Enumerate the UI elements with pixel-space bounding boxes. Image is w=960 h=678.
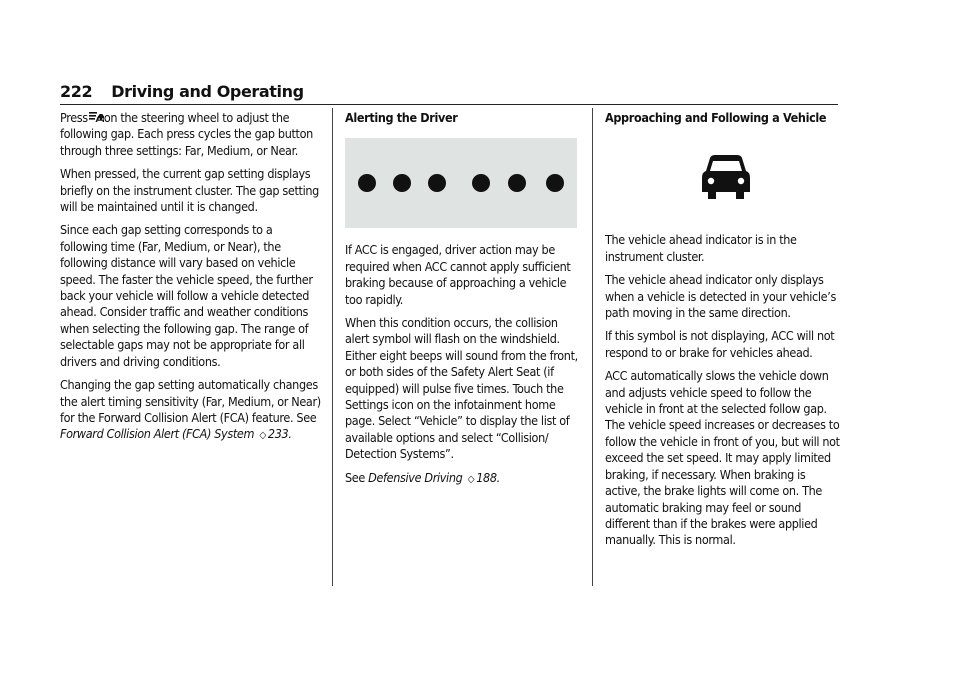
column-middle — [345, 110, 581, 495]
paragraph: The vehicle ahead indicator only displays when a vehicle is detected in your vehicle’s path moving in the same direction. — [605, 272, 836, 321]
paragraph: When this condition occurs, the collision alert symbol will flash on the windshield. Either eight beeps will sound from the front, or both sides of the Safety Alert Seat (if equipped) will pulse five times. Touch the Settings icon on the infotainment home page. Select “Vehicle” to display the list of available options and select “Collision/ Detection Systems”. — [345, 315, 578, 462]
defensive-driving-page-ref[interactable]: 188. — [476, 469, 500, 485]
page-header — [60, 82, 838, 105]
heading-approaching-vehicle: Approaching and Following a Vehicle — [605, 110, 827, 125]
column-divider — [332, 108, 333, 586]
page-reference-arrow-icon: ◇ — [467, 473, 475, 485]
vehicle-ahead-icon — [701, 154, 751, 202]
paragraph-text: Changing the gap setting automatically changes the alert timing sensitivity (Far, Medium, or Near) for the Forward Collision Alert (FCA) feature. See — [60, 377, 321, 425]
paragraph — [60, 110, 322, 159]
paragraph — [60, 377, 322, 445]
column-divider — [592, 108, 593, 586]
paragraph-text: on the steering wheel to adjust the following gap. Each press cycles the gap button through three settings: Far, Medium, or Near. — [60, 110, 313, 158]
paragraph — [345, 470, 581, 488]
page-reference-arrow-icon: ◇ — [259, 430, 266, 442]
paragraph: If this symbol is not displaying, ACC will not respond to or brake for vehicles ahead. — [605, 328, 835, 360]
gap-setting-icon — [88, 111, 104, 124]
section-title: Driving and Operating — [111, 82, 304, 101]
paragraph: ACC automatically slows the vehicle down and adjusts vehicle speed to follow the vehicle in front at the selected follow gap. The vehicle speed increases or decreases to follow the vehicle in front of you, but will not exceed the set speed. It may apply limited braking, if necessary. When braking is active, the brake lights will come on. The automatic braking may feel or sound different than if the brakes were applied manually. This is normal. — [605, 368, 840, 548]
column-left — [60, 110, 322, 452]
see-text: See — [345, 469, 365, 485]
paragraph: If ACC is engaged, driver action may be required when ACC cannot apply sufficient braking because of approaching a vehicle too rapidly. — [345, 242, 571, 307]
fca-page-ref[interactable]: 233. — [267, 426, 292, 442]
paragraph: When pressed, the current gap setting displays briefly on the instrument cluster. The gap setting will be maintained until it is changed. — [60, 166, 319, 215]
paragraph: Since each gap setting corresponds to a following time (Far, Medium, or Near), the following distance will vary based on vehicle speed. The faster the vehicle speed, the further back your vehicle will follow a vehicle detected ahead. Consider traffic and weather conditions when selecting the following gap. The range of selectable gaps may not be appropriate for all drivers and driving conditions. — [60, 222, 313, 369]
fca-link[interactable]: Forward Collision Alert (FCA) System — [60, 426, 255, 442]
paragraph: The vehicle ahead indicator is in the instrument cluster. — [605, 232, 797, 264]
defensive-driving-link[interactable]: Defensive Driving — [368, 469, 463, 485]
column-right — [605, 110, 841, 556]
press-text: Press — [60, 110, 88, 125]
page-number: 222 — [60, 82, 93, 101]
collision-alert-dots-icon — [345, 138, 577, 228]
heading-alerting-driver: Alerting the Driver — [345, 110, 458, 125]
